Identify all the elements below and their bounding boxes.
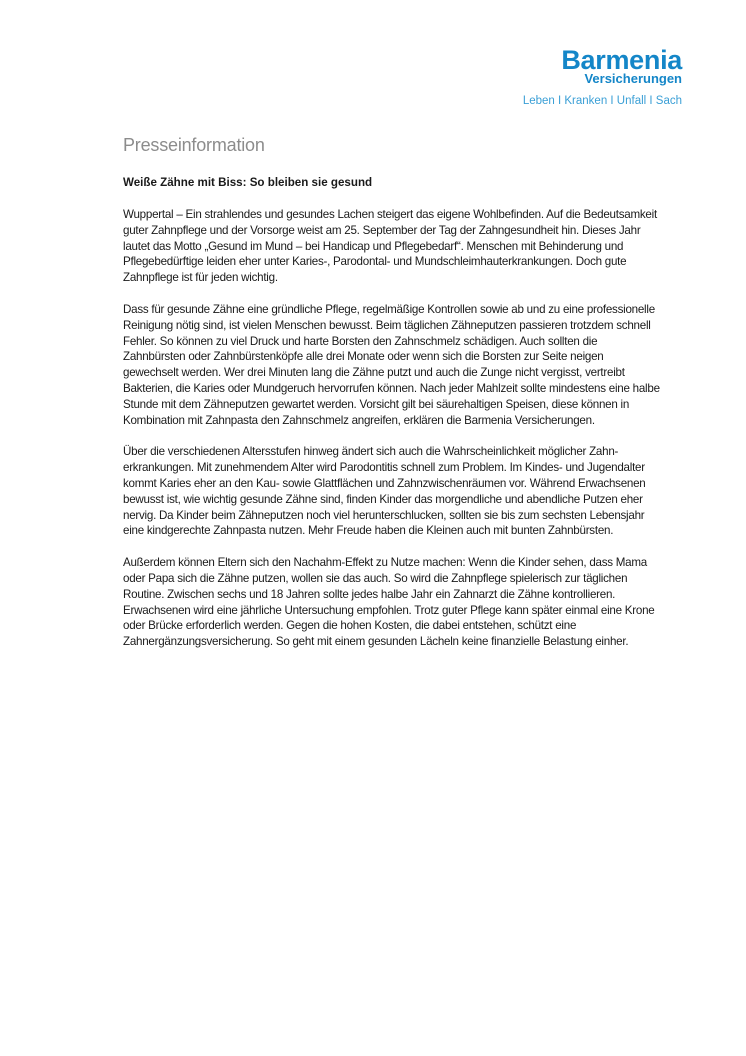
text-line: Kombination mit Zahnpasta den Zahnschmelz angreifen, erklären die Barmenia Versicherungen. [123, 413, 595, 427]
text-line: Fehler. So können zu viel Druck und harte Borsten den Zahnschmelz schädigen. Auch sollten die [123, 334, 598, 348]
text-line: nervig. Da Kinder beim Zähneputzen noch viel herunterschlucken, sollten sie bis zum sechsten Lebensjahr [123, 508, 645, 522]
paragraph-2 [123, 302, 683, 428]
paragraph-4 [123, 555, 683, 650]
text-line: erkrankungen. Mit zunehmendem Alter wird Parodontitis schnell zum Problem. Im Kindes- und Jugendalter [123, 461, 645, 475]
text-line: Zahnergänzungsversicherung. So geht mit einem gesunden Lächeln keine finanzielle Belastung einher. [123, 635, 629, 649]
paragraph-1 [123, 207, 683, 286]
text-line: eine kindgerechte Zahnpasta nutzen. Mehr Freude haben die Kleinen auch mit bunten Zahnbürsten. [123, 524, 614, 538]
text-line: Außerdem können Eltern sich den Nachahm-Effekt zu Nutze machen: Wenn die Kinder sehen, dass Mama [123, 556, 647, 570]
text-line: oder Brücke erforderlich werden. Gegen die hohen Kosten, die dabei entstehen, schützt eine [123, 619, 577, 633]
barmenia-logo [523, 46, 682, 108]
text-line: Routine. Zwischen sechs und 18 Jahren sollte jedes halbe Jahr ein Zahnarzt die Zähne kontrollieren. [123, 587, 616, 601]
article-title: Weiße Zähne mit Biss: So bleiben sie gesund [123, 176, 373, 189]
page-heading: Presseinformation [123, 135, 265, 155]
text-line: Bakterien, die Karies oder Mundgeruch hervorrufen können. Nach jeder Mahlzeit sollte mindestens eine halbe [123, 381, 660, 395]
article-body [123, 207, 683, 666]
logo-tagline: Leben I Kranken I Unfall I Sach [522, 95, 682, 107]
text-line: guter Zahnpflege und der Vorsorge weist am 25. September der Tag der Zahngesundheit hin. Dieses Jahr [123, 223, 641, 237]
text-line: Zahnbürsten oder Zahnbürstenköpfe alle drei Monate oder wenn sich die Borsten zur Seite neigen [123, 350, 604, 364]
text-line: Wuppertal – Ein strahlendes und gesundes Lachen steigert das eigene Wohlbefinden. Auf die Bedeutsamkeit [123, 208, 657, 221]
text-line: gewechselt werden. Wer drei Minuten lang die Zähne putzt und auch die Zunge nicht vergisst, vertreibt [123, 366, 625, 380]
text-line: bewusst ist, wie wichtig gesunde Zähne sind, finden Kinder das morgendliche und abendliche Putzen eher [123, 492, 643, 506]
text-line: Reinigung nötig sind, ist vielen Menschen bewusst. Beim täglichen Zähneputzen passieren trotzdem schnell [123, 318, 651, 332]
text-line: lautet das Motto „Gesund im Mund – bei Handicap und Pflegebedarf“. Menschen mit Behinderung und [123, 239, 624, 253]
text-line: Über die verschiedenen Altersstufen hinweg ändert sich auch die Wahrscheinlichkeit möglicher Zahn- [123, 445, 619, 459]
text-line: oder Papa sich die Zähne putzen, wollen sie das auch. So wird die Zahnpflege spielerisch zur täglichen [123, 571, 628, 585]
logo-subtitle: Versicherungen [584, 71, 682, 86]
text-line: Stunde mit dem Zähneputzen gewartet werden. Vorsicht gilt bei säurehaltigen Speisen, diese können in [123, 397, 630, 411]
text-line: kommt Karies eher an den Kau- sowie Glattflächen und Zahnzwischenräumen vor. Während Erwachsenen [123, 476, 646, 490]
text-line: Pflegebedürftige leiden eher unter Karies-, Parodontal- und Mundschleimhauterkrankungen. Doch gute [123, 255, 627, 269]
text-line: Dass für gesunde Zähne eine gründliche Pflege, regelmäßige Kontrollen sowie ab und zu eine professionelle [123, 302, 655, 316]
logo-brand-name: Barmenia [561, 45, 682, 75]
paragraph-3 [123, 444, 683, 539]
text-line: Erwachsenen wird eine jährliche Untersuchung empfohlen. Trotz guter Pflege kann später einmal eine Krone [123, 603, 655, 617]
text-line: Zahnpflege ist für jeden wichtig. [123, 271, 278, 285]
